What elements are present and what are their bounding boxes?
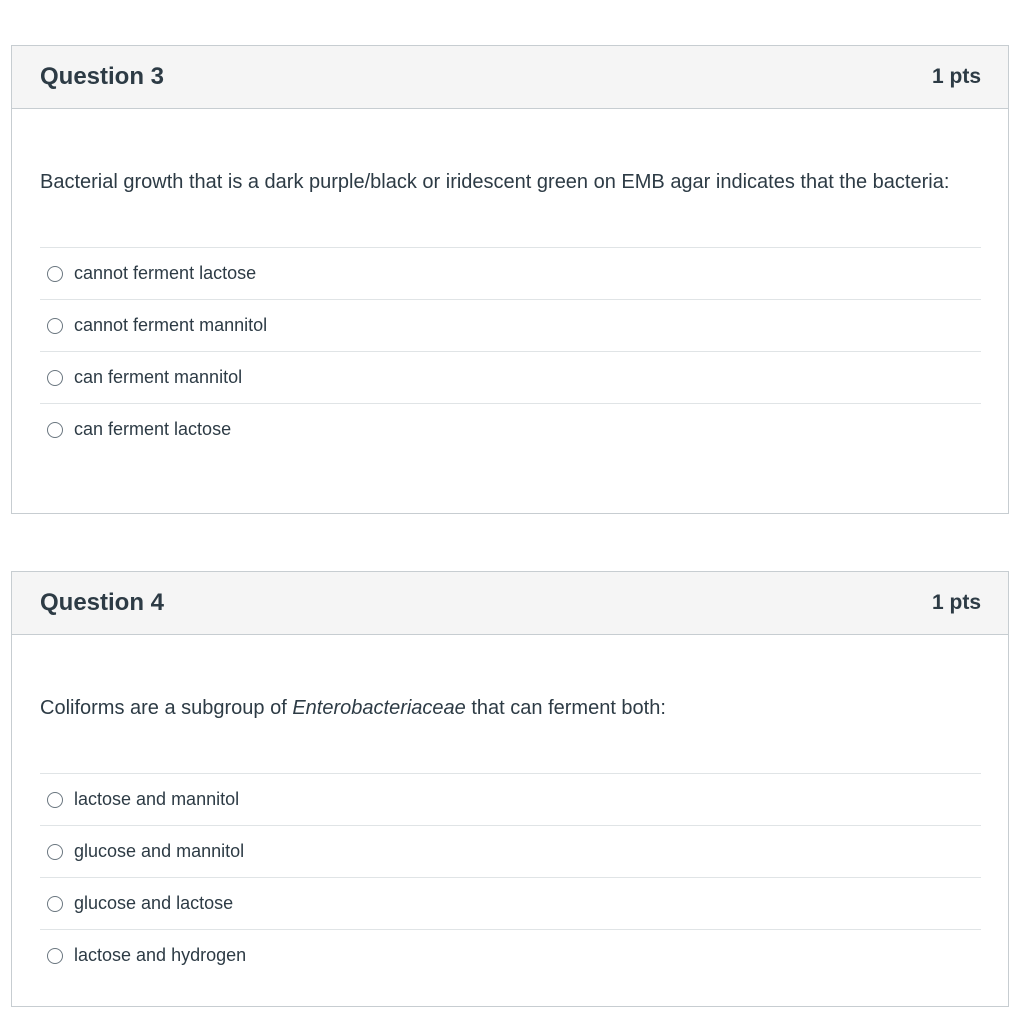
radio-button[interactable]	[47, 896, 63, 912]
radio-button[interactable]	[47, 266, 63, 282]
answer-option[interactable]	[40, 300, 981, 352]
question-text	[40, 635, 981, 773]
answer-label: lactose and mannitol	[74, 789, 240, 809]
question-text: Bacterial growth that is a dark purple/black or iridescent green on EMB agar indicates that the bacteria:	[40, 171, 950, 193]
answer-list	[40, 247, 981, 455]
answer-label: can ferment mannitol	[74, 367, 243, 387]
question-body	[12, 109, 1008, 455]
question-header	[12, 572, 1008, 635]
question-card-4	[11, 571, 1009, 1007]
answer-label: glucose and lactose	[74, 893, 234, 913]
answer-option[interactable]	[40, 404, 981, 455]
question-text-end: that can ferment both:	[465, 697, 666, 719]
answer-option[interactable]	[40, 930, 981, 981]
question-text-start: Coliforms are a subgroup of	[40, 697, 293, 719]
answer-option[interactable]	[40, 774, 981, 826]
radio-button[interactable]	[47, 948, 63, 964]
question-text-italic: Enterobacteriaceae	[292, 697, 466, 719]
answer-option[interactable]	[40, 352, 981, 404]
question-points: 1 pts	[931, 65, 981, 88]
answer-label: cannot ferment lactose	[74, 263, 257, 283]
question-card-3	[11, 45, 1009, 514]
radio-button[interactable]	[47, 844, 63, 860]
question-title: Question 4	[40, 589, 165, 616]
answer-label: can ferment lactose	[74, 419, 232, 439]
question-points: 1 pts	[931, 591, 981, 614]
radio-button[interactable]	[47, 792, 63, 808]
answer-label: glucose and mannitol	[74, 841, 245, 861]
answer-option[interactable]	[40, 878, 981, 930]
answer-label: cannot ferment mannitol	[74, 315, 268, 335]
question-body	[12, 635, 1008, 981]
answer-list	[40, 773, 981, 981]
radio-button[interactable]	[47, 370, 63, 386]
question-header	[12, 46, 1008, 109]
question-title: Question 3	[40, 63, 165, 90]
answer-option[interactable]	[40, 248, 981, 300]
answer-label: lactose and hydrogen	[74, 945, 247, 965]
radio-button[interactable]	[47, 422, 63, 438]
radio-button[interactable]	[47, 318, 63, 334]
answer-option[interactable]	[40, 826, 981, 878]
